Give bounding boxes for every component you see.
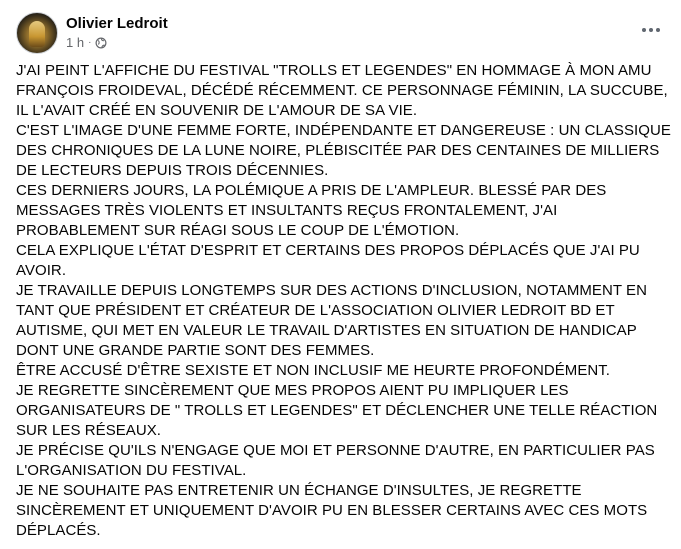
post-text-line: DE LECTEURS DEPUIS TROIS DÉCENNIES. — [16, 162, 329, 179]
more-options-icon[interactable] — [633, 14, 669, 46]
post-text-line: L'ORGANISATION DU FESTIVAL. — [16, 462, 247, 479]
post-text-line: SUR LES RÉSEAUX. — [16, 422, 162, 439]
post-text-line: AVOIR. — [16, 262, 67, 279]
author-name[interactable]: Olivier Ledroit — [66, 15, 168, 32]
post-text-line: JE PRÉCISE QU'ILS N'ENGAGE QUE MOI ET PERSONNE D'AUTRE, EN PARTICULIER PAS — [16, 442, 655, 459]
post-text-line: AUTISME, QUI MET EN VALEUR LE TRAVAIL D'ARTISTES EN SITUATION DE HANDICAP — [16, 322, 637, 339]
post-header — [16, 12, 168, 54]
post-text-line: DÉPLACÉS. — [16, 522, 101, 539]
globe-icon[interactable] — [95, 37, 107, 49]
post-text-line: TANT QUE PRÉSIDENT ET CRÉATEUR DE L'ASSOCIATION OLIVIER LEDROIT BD ET — [16, 302, 615, 319]
post-text-line: CELA EXPLIQUE L'ÉTAT D'ESPRIT ET CERTAINS DES PROPOS DÉPLACÉS QUE J'AI PU — [16, 242, 640, 259]
post-text-line: CES DERNIERS JOURS, LA POLÉMIQUE A PRIS DE L'AMPLEUR. BLESSÉ PAR DES — [16, 182, 607, 199]
post-text-line: DES CHRONIQUES DE LA LUNE NOIRE, PLÉBISCITÉE PAR DES CENTAINES DE MILLIERS — [16, 142, 660, 159]
post-text-line: DONT UNE GRANDE PARTIE SONT DES FEMMES. — [16, 342, 375, 359]
post-text-line: ORGANISATEURS DE " TROLLS ET LEGENDES" ET DÉCLENCHER UNE TELLE RÉACTION — [16, 402, 658, 419]
post-text-line: JE NE SOUHAITE PAS ENTRETENIR UN ÉCHANGE D'INSULTES, JE REGRETTE — [16, 482, 582, 499]
avatar-figure — [29, 21, 45, 47]
post-text-line: SINCÈREMENT ET UNIQUEMENT D'AVOIR PU EN BLESSER CERTAINS AVEC CES MOTS — [16, 502, 648, 519]
post-text-line: IL L'AVAIT CRÉÉ EN SOUVENIR DE L'AMOUR DE SA VIE. — [16, 102, 418, 119]
post-text-line: C'EST L'IMAGE D'UNE FEMME FORTE, INDÉPENDANTE ET DANGEREUSE : UN CLASSIQUE — [16, 122, 671, 139]
more-dot — [649, 28, 653, 32]
post-text-line: JE REGRETTE SINCÈREMENT QUE MES PROPOS AIENT PU IMPLIQUER LES — [16, 382, 569, 399]
more-dot — [642, 28, 646, 32]
post-subline — [66, 35, 168, 51]
post-text-line: ÊTRE ACCUSÉ D'ÊTRE SEXISTE ET NON INCLUSIF ME HEURTE PROFONDÉMENT. — [16, 362, 611, 379]
post-timestamp[interactable]: 1 h — [66, 35, 85, 50]
more-dot — [656, 28, 660, 32]
separator-dot: · — [88, 37, 92, 48]
post-meta — [66, 15, 168, 51]
post-text-line: PROBABLEMENT SUR RÉAGI SOUS LE COUP DE L'ÉMOTION. — [16, 222, 460, 239]
author-avatar[interactable] — [16, 12, 58, 54]
post-text-line: J'AI PEINT L'AFFICHE DU FESTIVAL "TROLLS ET LEGENDES" EN HOMMAGE À MON AMU — [16, 62, 652, 79]
post-text-line: JE TRAVAILLE DEPUIS LONGTEMPS SUR DES ACTIONS D'INCLUSION, NOTAMMENT EN — [16, 282, 647, 299]
post-text-line: FRANÇOIS FROIDEVAL, DÉCÉDÉ RÉCEMMENT. CE PERSONNAGE FÉMININ, LA SUCCUBE, — [16, 82, 668, 99]
post-body — [16, 61, 671, 541]
post-text-line: MESSAGES TRÈS VIOLENTS ET INSULTANTS REÇUS FRONTALEMENT, J'AI — [16, 202, 558, 219]
